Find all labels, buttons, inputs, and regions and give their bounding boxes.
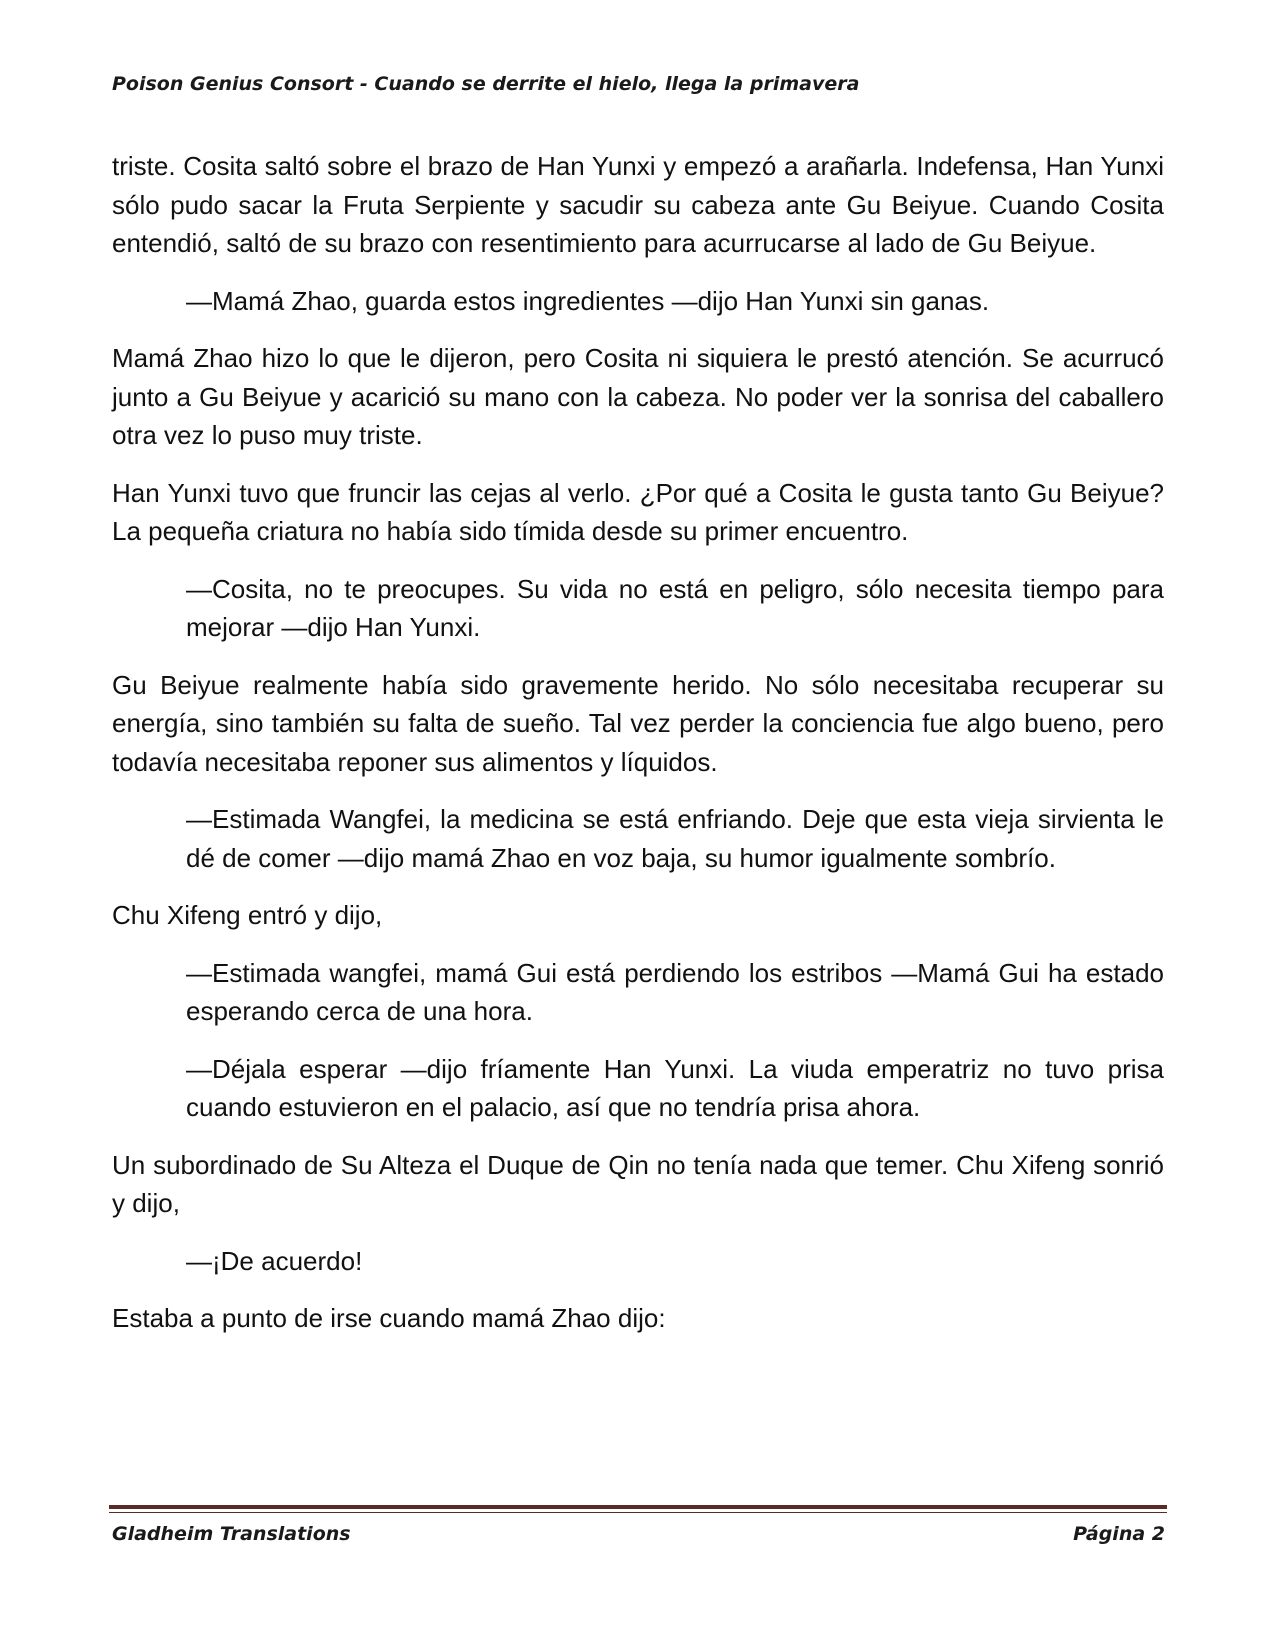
page-header-title: Poison Genius Consort - Cuando se derrite el hielo, llega la primavera: [112, 73, 860, 95]
footer-divider-thin: [109, 1512, 1167, 1513]
dialogue-paragraph: —Estimada Wangfei, la medicina se está enfriando. Deje que esta vieja sirvienta le dé de comer —dijo mamá Zhao en voz baja, su humor igualmente sombrío.: [186, 804, 1164, 873]
footer-divider: [109, 1505, 1167, 1509]
dialogue-paragraph: —Déjala esperar —dijo fríamente Han Yunxi. La viuda emperatriz no tuvo prisa cuando estuvieron en el palacio, así que no tendría prisa ahora.: [186, 1053, 1164, 1122]
dialogue-paragraph: —Mamá Zhao, guarda estos ingredientes —dijo Han Yunxi sin ganas.: [186, 285, 990, 316]
dialogue-paragraph: —¡De acuerdo!: [186, 1245, 363, 1276]
dialogue-paragraph: —Cosita, no te preocupes. Su vida no está en peligro, sólo necesita tiempo para mejorar —dijo Han Yunxi.: [186, 573, 1164, 642]
page-number: Página 2: [1073, 1523, 1165, 1545]
paragraph: triste. Cosita saltó sobre el brazo de Han Yunxi y empezó a arañarla. Indefensa, Han Yunxi sólo pudo sacar la Fruta Serpiente y sacudir su cabeza ante Gu Beiyue. Cuando Cosita entendió, saltó de su brazo con resentimiento para acurrucarse al lado de Gu Beiyue.: [112, 151, 1164, 258]
paragraph: Mamá Zhao hizo lo que le dijeron, pero Cosita ni siquiera le prestó atención. Se acurrucó junto a Gu Beiyue y acarició su mano con la cabeza. No poder ver la sonrisa del caballero otra vez lo puso muy triste.: [112, 343, 1164, 450]
dialogue-paragraph: —Estimada wangfei, mamá Gui está perdiendo los estribos —Mamá Gui ha estado esperando cerca de una hora.: [186, 957, 1164, 1026]
paragraph: Gu Beiyue realmente había sido gravemente herido. No sólo necesitaba recuperar su energía, sino también su falta de sueño. Tal vez perder la conciencia fue algo bueno, pero todavía necesitaba reponer sus alimentos y líquidos.: [112, 669, 1164, 777]
paragraph: Han Yunxi tuvo que fruncir las cejas al verlo. ¿Por qué a Cosita le gusta tanto Gu Beiyue? La pequeña criatura no había sido tímida desde su primer encuentro.: [112, 477, 1164, 546]
footer-translator: Gladheim Translations: [112, 1523, 351, 1545]
paragraph: Estaba a punto de irse cuando mamá Zhao dijo:: [112, 1303, 666, 1333]
paragraph: Un subordinado de Su Alteza el Duque de Qin no tenía nada que temer. Chu Xifeng sonrió y dijo,: [112, 1149, 1164, 1218]
document-body: [112, 147, 1164, 1357]
paragraph: Chu Xifeng entró y dijo,: [112, 900, 383, 930]
